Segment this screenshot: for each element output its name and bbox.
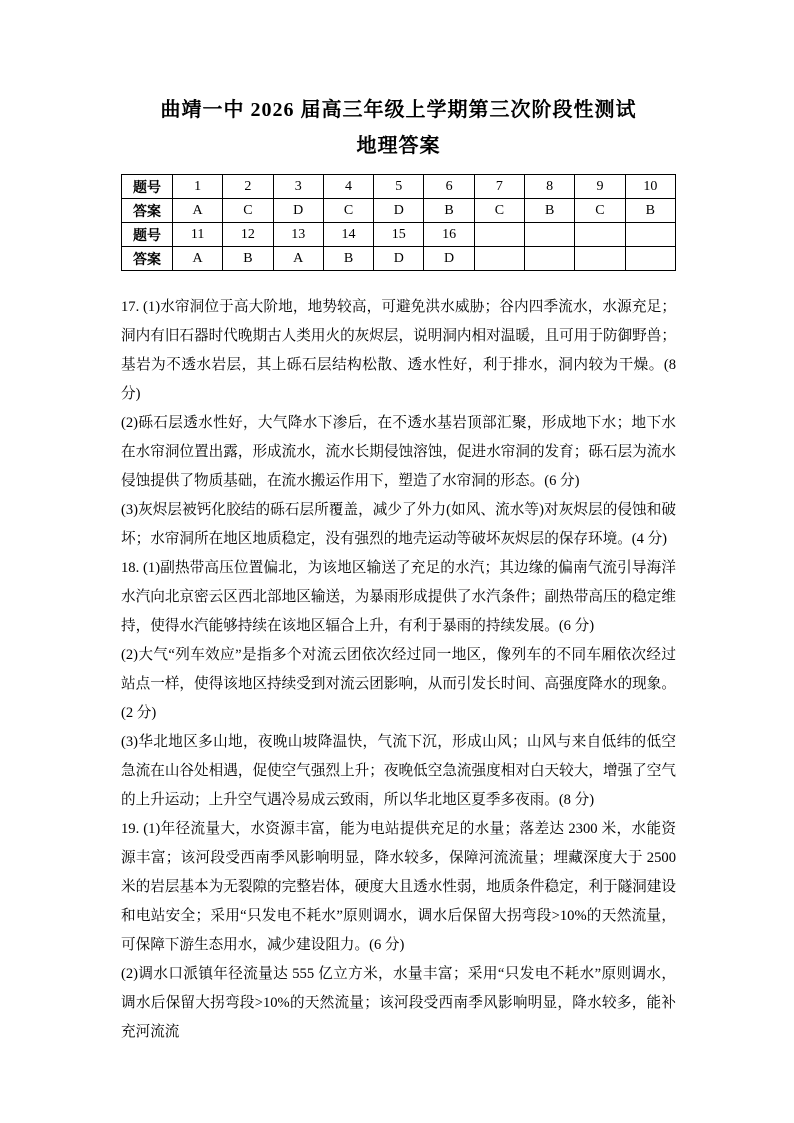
- answer-cell: [474, 223, 524, 247]
- answer-paragraph-17-3: (3)灰烬层被钙化胶结的砾石层所覆盖，减少了外力(如风、流水等)对灰烬层的侵蚀和破坏；水帘洞所在地区地质稳定，没有强烈的地壳运动等破坏灰烬层的保存环境。(4 分): [121, 502, 676, 547]
- row-label-cell: 题号: [122, 223, 173, 247]
- answer-cell: [575, 247, 625, 271]
- answer-cell: D: [374, 199, 424, 223]
- answer-cell: 6: [424, 175, 474, 199]
- answer-cell: [575, 223, 625, 247]
- answer-cell: [474, 247, 524, 271]
- answer-cell: D: [424, 247, 474, 271]
- answer-cell: 13: [273, 223, 323, 247]
- answer-cell: C: [323, 199, 373, 223]
- document-title: 曲靖一中 2026 届高三年级上学期第三次阶段性测试: [160, 99, 637, 121]
- answer-cell: B: [323, 247, 373, 271]
- answer-cell: 3: [273, 175, 323, 199]
- answer-cell: 2: [223, 175, 273, 199]
- answer-cell: 11: [172, 223, 222, 247]
- answer-cell: C: [474, 199, 524, 223]
- answer-cell: D: [374, 247, 424, 271]
- answer-cell: 12: [223, 223, 273, 247]
- answer-paragraph-17-1: 17. (1)水帘洞位于高大阶地，地势较高，可避免洪水威胁；谷内四季流水，水源充足；洞内有旧石器时代晚期古人类用火的灰烬层，说明洞内相对温暖，且可用于防御野兽；基岩为不透水岩层，其上砾石层结构松散、透水性好，利于排水，洞内较为干燥。(8 分): [121, 299, 676, 402]
- answer-cell: 16: [424, 223, 474, 247]
- answer-cell: [625, 247, 675, 271]
- answer-cell: [525, 223, 575, 247]
- answer-cell: 15: [374, 223, 424, 247]
- document-subtitle: 地理答案: [356, 135, 441, 157]
- answer-cell: 8: [525, 175, 575, 199]
- answer-paragraph-18-1: 18. (1)副热带高压位置偏北，为该地区输送了充足的水汽；其边缘的偏南气流引导海洋水汽向北京密云区西北部地区输送，为暴雨形成提供了水汽条件；副热带高压的稳定维持，使得水汽能够持续在该地区辐合上升，有利于暴雨的持续发展。(6 分): [121, 560, 676, 634]
- answer-table-row-2: [122, 199, 676, 223]
- answer-table-row-3: [122, 223, 676, 247]
- answer-cell: B: [625, 199, 675, 223]
- answer-cell: B: [424, 199, 474, 223]
- answer-cell: B: [525, 199, 575, 223]
- answer-cell: 14: [323, 223, 373, 247]
- answer-cell: C: [223, 199, 273, 223]
- answer-paragraph-17-2: (2)砾石层透水性好，大气降水下渗后，在不透水基岩顶部汇聚，形成地下水；地下水在水帘洞位置出露，形成流水，流水长期侵蚀溶蚀，促进水帘洞的发育；砾石层为流水侵蚀提供了物质基础，在流水搬运作用下，塑造了水帘洞的形态。(6 分): [121, 415, 676, 489]
- answer-cell: 7: [474, 175, 524, 199]
- answer-cell: [625, 223, 675, 247]
- row-label-cell: 答案: [122, 199, 173, 223]
- answer-table: [121, 174, 676, 271]
- title-block: [121, 92, 676, 164]
- answer-cell: 9: [575, 175, 625, 199]
- row-label-cell: 题号: [122, 175, 173, 199]
- answer-cell: C: [575, 199, 625, 223]
- answer-paragraphs: [121, 293, 676, 1047]
- answer-cell: A: [273, 247, 323, 271]
- answer-table-row-1: [122, 175, 676, 199]
- answer-cell: [525, 247, 575, 271]
- answer-paragraph-19-1: 19. (1)年径流量大，水资源丰富，能为电站提供充足的水量；落差达 2300 米，水能资源丰富；该河段受西南季风影响明显，降水较多，保障河流流量；埋藏深度大于 2500 米的岩层基本为无裂隙的完整岩体，硬度大且透水性弱，地质条件稳定，利于隧洞建设和电站安全；采用“只发电不耗水”原则调水，调水后保留大拐弯段>10%的天然流量，可保障下游生态用水，减少建设阻力。(6 分): [121, 821, 676, 953]
- row-label-cell: 答案: [122, 247, 173, 271]
- answer-cell: 1: [172, 175, 222, 199]
- answer-table-row-4: [122, 247, 676, 271]
- answer-paragraph-18-2: (2)大气“列车效应”是指多个对流云团依次经过同一地区，像列车的不同车厢依次经过站点一样，使得该地区持续受到对流云团影响，从而引发长时间、高强度降水的现象。(2 分): [121, 647, 676, 721]
- answer-paragraph-18-3: (3)华北地区多山地，夜晚山坡降温快，气流下沉，形成山风；山风与来自低纬的低空急流在山谷处相遇，促使空气强烈上升；夜晚低空急流强度相对白天较大，增强了空气的上升运动；上升空气遇冷易成云致雨，所以华北地区夏季多夜雨。(8 分): [121, 734, 676, 808]
- answer-cell: 4: [323, 175, 373, 199]
- answer-cell: A: [172, 199, 222, 223]
- answer-paragraph-19-2: (2)调水口派镇年径流量达 555 亿立方米，水量丰富；采用“只发电不耗水”原则调水，调水后保留大拐弯段>10%的天然流量；该河段受西南季风影响明显，降水较多，能补充河流流: [121, 966, 676, 1040]
- answer-cell: B: [223, 247, 273, 271]
- answer-cell: D: [273, 199, 323, 223]
- answer-cell: A: [172, 247, 222, 271]
- answer-cell: 5: [374, 175, 424, 199]
- answer-cell: 10: [625, 175, 675, 199]
